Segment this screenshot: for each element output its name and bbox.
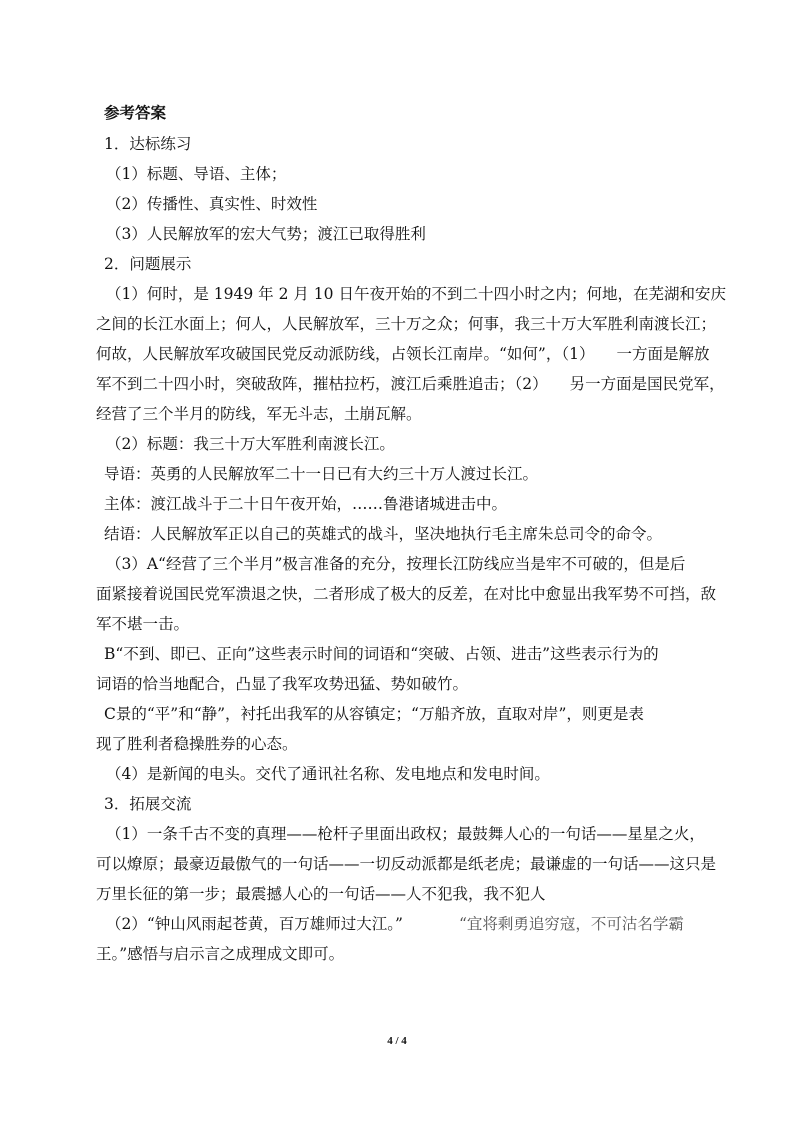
para-2-3b-line-1: B“不到、即已、正向”这些表示时间的词语和“突破、占领、进击”这些表示行为的 — [104, 645, 659, 663]
para-3-2-quote-2: “宜将剩勇追穷寇，不可沽名学霸 — [458, 915, 684, 933]
para-2-1-line-5: 经营了三个半月的防线，军无斗志，土崩瓦解。 — [96, 405, 422, 423]
para-3-1-line-3: 万里长征的第一步；最震撼人心的一句话——人不犯我，我不犯人 — [96, 885, 546, 903]
answer-1-3: （3）人民解放军的宏大气势；渡江已取得胜利 — [106, 225, 426, 243]
para-2-1-line-3 — [96, 343, 710, 365]
para-2-1-line-4-a: 军不到二十四小时，突破敌阵，摧枯拉朽，渡江后乘胜追击；（2） — [96, 375, 548, 393]
para-2-2-body-line: 主体：渡江战斗于二十日午夜开始，……鲁港诸城进击中。 — [104, 495, 508, 513]
para-2-3b-line-2: 词语的恰当地配合，凸显了我军攻势迅猛、势如破竹。 — [96, 675, 469, 693]
para-2-3-line-1: （3）A“经营了三个半月”极言准备的充分，按理长江防线应当是牢不可破的，但是后 — [106, 555, 686, 573]
para-2-1-line-4 — [96, 373, 725, 395]
para-2-3c-line-1: C景的“平”和“静”，衬托出我军的从容镇定；“万船齐放，直取对岸”，则更是表 — [104, 705, 644, 723]
para-2-1-line-3-b: 一方面是解放 — [616, 345, 710, 363]
para-2-4: （4）是新闻的电头。交代了通讯社名称、发电地点和发电时间。 — [106, 765, 550, 783]
para-2-1-line-2: 之间的长江水面上；何人，人民解放军，三十万之众；何事，我三十万大军胜利南渡长江； — [96, 315, 717, 333]
para-2-3c-line-2: 现了胜利者稳操胜券的心态。 — [96, 735, 298, 753]
para-2-2-ending-line: 结语：人民解放军正以自己的英雄式的战斗，坚决地执行毛主席朱总司令的命令。 — [104, 525, 663, 543]
para-3-2-quote-1: （2）“钟山风雨起苍黄，百万雄师过大江。” — [106, 915, 403, 933]
para-2-1-line-1: （1）何时，是 1949 年 2 月 10 日午夜开始的不到二十四小时之内；何地，在芜湖和安庆 — [106, 285, 726, 303]
section-2-title: 2．问题展示 — [104, 255, 192, 273]
page-number: 4 / 4 — [387, 1035, 407, 1047]
para-3-1-line-2: 可以燎原；最豪迈最傲气的一句话——一切反动派都是纸老虎；最谦虚的一句话——这只是 — [96, 855, 717, 873]
para-3-2-line-1 — [106, 913, 702, 935]
section-3-title: 3．拓展交流 — [104, 795, 192, 813]
answer-1-1: （1）标题、导语、主体； — [106, 165, 287, 183]
para-2-3-line-3: 军不堪一击。 — [96, 615, 190, 633]
answer-1-2: （2）传播性、真实性、时效性 — [106, 195, 318, 213]
para-3-1-line-1: （1）一条千古不变的真理——枪杆子里面出政权；最鼓舞人心的一句话——星星之火， — [106, 825, 705, 843]
para-2-1-line-4-b: 另一方面是国民党军， — [569, 375, 725, 393]
para-3-2-line-2: 王。”感悟与启示言之成理成文即可。 — [96, 945, 345, 963]
answer-heading: 参考答案 — [104, 103, 167, 122]
para-2-2-title-line: （2）标题：我三十万大军胜利南渡长江。 — [106, 435, 395, 453]
para-2-2-lead-line: 导语：英勇的人民解放军二十一日已有大约三十万人渡过长江。 — [104, 465, 539, 483]
para-2-1-line-3-a: 何故，人民解放军攻破国民党反动派防线，占领长江南岸。“如何”，（1） — [96, 345, 595, 363]
section-1-title: 1．达标练习 — [104, 135, 192, 153]
para-2-3-line-2: 面紧接着说国民党军溃退之快，二者形成了极大的反差，在对比中愈显出我军势不可挡，敌 — [96, 585, 717, 603]
